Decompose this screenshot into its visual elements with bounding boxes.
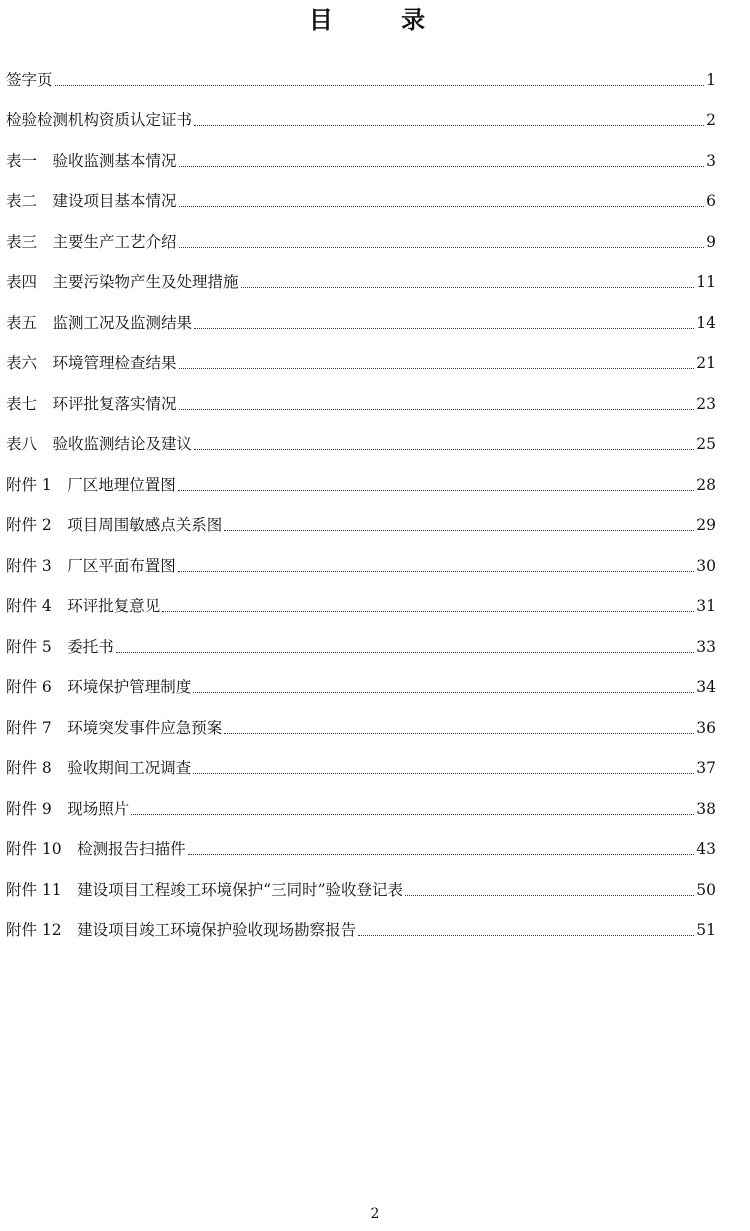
toc-entry[interactable] [6,860,716,901]
toc-entry[interactable] [6,374,716,415]
toc-leader-dots [179,166,705,167]
toc-entry-label: 检验检测机构资质认定证书 [6,111,193,129]
toc-leader-dots [179,368,695,369]
toc-leader-dots [131,814,694,815]
toc-leader-dots [178,490,694,491]
toc-entry-label: 附件 10 检测报告扫描件 [6,840,186,858]
toc-entry-label: 附件 11 建设项目工程竣工环境保护“三同时”验收登记表 [6,880,404,899]
toc-leader-dots [405,895,694,896]
toc-entry-label: 附件 1 厂区地理位置图 [6,475,176,494]
toc-entry-label: 附件 4 环评批复意见 [6,597,161,615]
toc-entry[interactable] [6,172,716,213]
toc-entry-page: 31 [696,597,716,615]
toc-entry[interactable] [6,131,716,172]
toc-leader-dots [116,652,694,653]
toc-entry-page: 6 [706,192,716,210]
toc-entry[interactable] [6,617,716,658]
toc-entry-page: 43 [696,840,716,858]
toc-entry-page: 38 [696,799,716,818]
toc-entry[interactable] [6,334,716,375]
toc-entry-page: 28 [696,475,716,494]
toc-entry-label: 附件 5 委托书 [6,637,114,656]
toc-entry[interactable] [6,253,716,294]
toc-entry-label: 表二 建设项目基本情况 [6,192,177,210]
toc-entry-page: 9 [706,232,716,251]
page-title: 目 录 [308,6,456,34]
toc-entry[interactable] [6,415,716,456]
toc-leader-dots [179,247,705,248]
toc-leader-dots [224,530,694,531]
toc-leader-dots [193,692,694,693]
toc-entry-label: 附件 7 环境突发事件应急预案 [6,718,223,737]
toc-entry-page: 51 [696,921,716,939]
table-of-contents [6,50,716,941]
toc-entry-page: 14 [696,313,716,332]
toc-entry-page: 23 [696,394,716,413]
toc-leader-dots [162,611,694,612]
toc-leader-dots [179,206,705,207]
toc-leader-dots [179,409,695,410]
toc-leader-dots [194,328,694,329]
toc-entry-label: 附件 8 验收期间工况调查 [6,759,192,777]
toc-entry[interactable] [6,901,716,942]
toc-entry-label: 签字页 [6,70,53,89]
toc-entry-page: 30 [696,556,716,575]
toc-entry-label: 表五 监测工况及监测结果 [6,313,193,332]
toc-entry-page: 50 [696,880,716,899]
toc-leader-dots [178,571,694,572]
toc-entry-page: 21 [696,354,716,372]
toc-entry-page: 3 [706,151,716,170]
toc-entry-label: 附件 3 厂区平面布置图 [6,556,176,575]
toc-entry[interactable] [6,779,716,820]
toc-entry[interactable] [6,50,716,91]
toc-entry-page: 25 [696,435,716,453]
toc-leader-dots [188,854,695,855]
toc-entry-page: 34 [696,678,716,696]
toc-entry[interactable] [6,658,716,699]
toc-entry-label: 表八 验收监测结论及建议 [6,435,193,453]
toc-leader-dots [224,733,694,734]
toc-entry-label: 表四 主要污染物产生及处理措施 [6,273,239,291]
toc-entry-page: 1 [706,70,716,89]
toc-leader-dots [193,773,694,774]
toc-entry[interactable] [6,536,716,577]
toc-entry[interactable] [6,739,716,780]
toc-entry-label: 附件 9 现场照片 [6,799,130,818]
toc-entry-page: 11 [696,273,716,291]
toc-entry-label: 附件 6 环境保护管理制度 [6,678,192,696]
toc-entry[interactable] [6,496,716,537]
toc-entry-page: 36 [696,718,716,737]
toc-leader-dots [194,449,694,450]
toc-entry-label: 附件 12 建设项目竣工环境保护验收现场勘察报告 [6,921,357,939]
toc-entry[interactable] [6,577,716,618]
toc-entry[interactable] [6,698,716,739]
toc-entry-label: 附件 2 项目周围敏感点关系图 [6,516,223,534]
toc-entry[interactable] [6,212,716,253]
toc-entry-page: 29 [696,516,716,534]
toc-entry-page: 33 [696,637,716,656]
toc-entry-label: 表三 主要生产工艺介绍 [6,232,177,251]
toc-leader-dots [241,287,695,288]
toc-entry[interactable] [6,455,716,496]
toc-leader-dots [358,935,694,936]
toc-entry[interactable] [6,91,716,132]
toc-entry-page: 2 [706,111,716,129]
toc-leader-dots [194,125,704,126]
toc-entry[interactable] [6,820,716,861]
toc-entry-label: 表一 验收监测基本情况 [6,151,177,170]
page-number: 2 [370,1206,380,1222]
toc-entry-label: 表七 环评批复落实情况 [6,394,177,413]
toc-entry-label: 表六 环境管理检查结果 [6,354,177,372]
toc-entry-page: 37 [696,759,716,777]
toc-leader-dots [55,85,705,86]
toc-entry[interactable] [6,293,716,334]
